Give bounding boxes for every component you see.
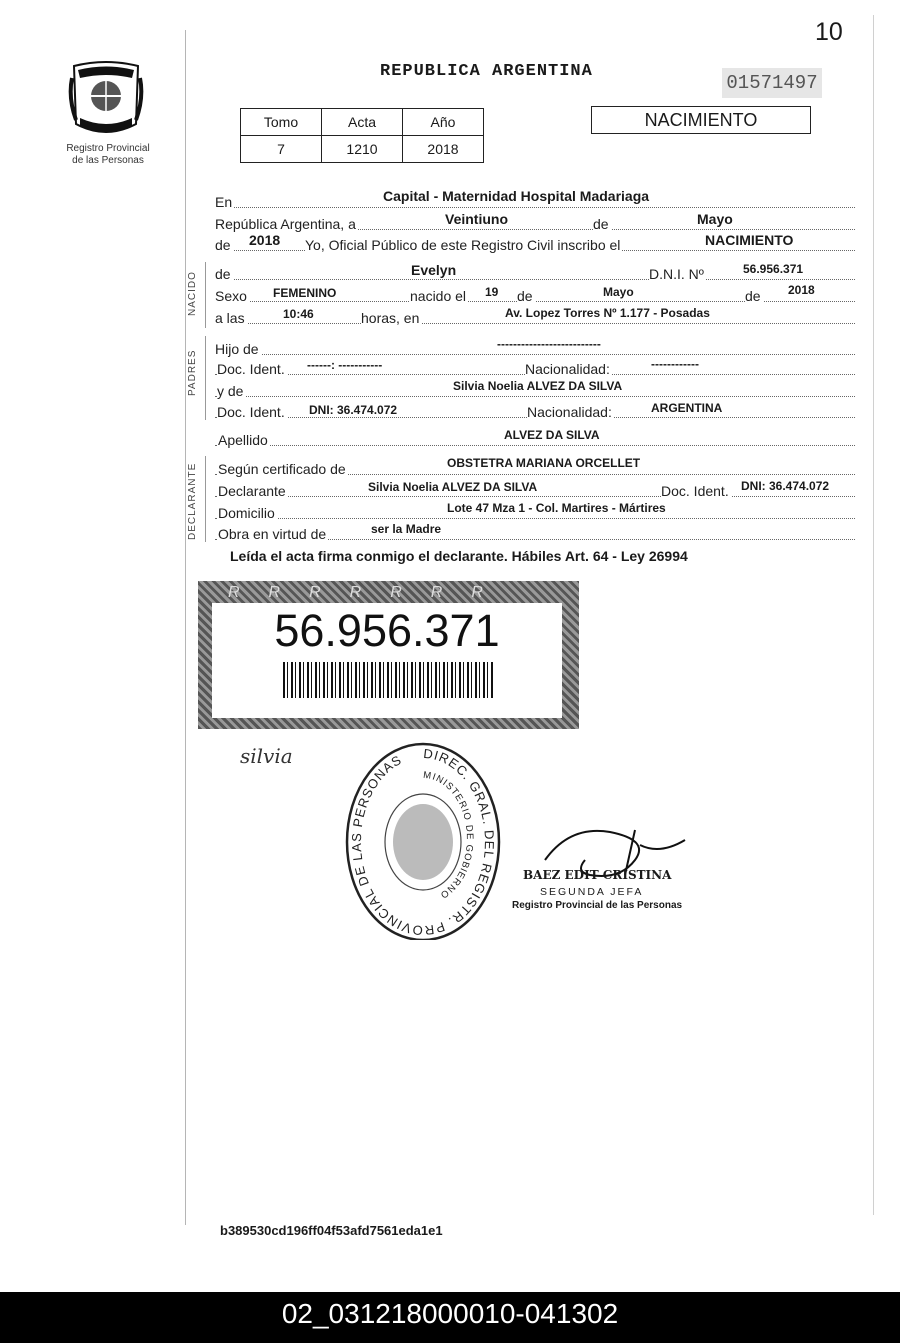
nacido-label: nacido el: [410, 288, 467, 304]
lugar-value: Av. Lopez Torres Nº 1.177 - Posadas: [505, 306, 710, 320]
row-apellido: [215, 428, 855, 448]
apellido-label: Apellido: [218, 432, 268, 448]
official-organization: Registro Provincial de las Personas: [512, 900, 683, 911]
en-value: Capital - Maternidad Hospital Madariaga: [383, 188, 650, 204]
de2-label: de: [215, 237, 231, 253]
domicilio-value: Lote 47 Mza 1 - Col. Martires - Mártires: [447, 501, 666, 515]
row-segun: [215, 457, 855, 477]
horas-en-label: horas, en: [361, 310, 420, 326]
madre-value: Silvia Noelia ALVEZ DA SILVA: [453, 379, 623, 393]
acta-meta-table: [240, 108, 484, 163]
dni-value: 56.956.371: [743, 262, 804, 276]
row-padre-doc: [215, 357, 855, 377]
declarante-value: Silvia Noelia ALVEZ DA SILVA: [368, 480, 538, 494]
nombre-label: de: [215, 266, 231, 282]
padre-nac-value: ------------: [651, 357, 699, 371]
sticker-pattern: RRRRRRR: [228, 584, 512, 601]
hijo-de-label: Hijo de: [215, 341, 259, 357]
nacido-anio: 2018: [788, 283, 815, 297]
section-label-nacido: NACIDO: [187, 271, 198, 316]
row-oficial: [215, 233, 855, 253]
madre-doc-label: Doc. Ident.: [217, 404, 285, 420]
dni-label: D.N.I. Nº: [649, 266, 704, 282]
dni-barcode: [283, 662, 493, 698]
de-label: de: [593, 216, 609, 232]
row-hijo-de: [215, 337, 855, 357]
document-title: REPUBLICA ARGENTINA: [380, 62, 593, 81]
declarante-doc-label: Doc. Ident.: [661, 483, 729, 499]
nombre-value: Evelyn: [411, 262, 457, 278]
seal-text: DIREC. GRAL. DEL REGISTR. PROVINCIAL DE LAS PERSONAS: [348, 745, 498, 939]
row-declarante: [215, 479, 855, 499]
oficial-text: Yo, Oficial Público de este Registro Civil inscribo el: [305, 237, 621, 253]
serial-number: 01571497: [722, 68, 822, 98]
row-republica: [215, 212, 855, 232]
row-madre: [215, 379, 855, 399]
header-acta: Acta: [322, 109, 403, 136]
document-type-box: NACIMIENTO: [591, 106, 811, 134]
declarante-label: Declarante: [218, 483, 286, 499]
apellido-value: ALVEZ DA SILVA: [504, 428, 600, 442]
nacido-de2-label: de: [745, 288, 761, 304]
document-hash: b389530cd196ff04f53afd7561eda1e1: [220, 1223, 443, 1238]
row-nombre: [215, 262, 855, 282]
value-tomo: 7: [241, 136, 322, 163]
right-margin-line: [873, 15, 874, 1215]
nacido-mes: Mayo: [603, 285, 634, 299]
value-anio: 2018: [403, 136, 484, 163]
padre-nacionalidad-label: Nacionalidad:: [525, 361, 610, 377]
row-madre-doc: [215, 400, 855, 420]
padre-doc-label: Doc. Ident.: [217, 361, 285, 377]
segun-value: OBSTETRA MARIANA ORCELLET: [447, 456, 641, 470]
official-seal: [343, 740, 503, 940]
declarante-doc-value: DNI: 36.474.072: [741, 479, 830, 493]
registro-provincial-label: Registro Provincial de las Personas: [66, 143, 150, 166]
official-role: SEGUNDA JEFA: [540, 886, 644, 898]
footer-code-bar: 02_031218000010-041302: [0, 1292, 900, 1343]
seal-inner-text: MINISTERIO DE GOBIERNO: [422, 769, 475, 901]
official-name: BAEZ EDIT CRISTINA: [523, 868, 672, 882]
madre-doc-value: DNI: 36.474.072: [309, 403, 398, 417]
misiones-coat-of-arms-logo: [68, 58, 144, 140]
closing-statement: Leída el acta firma conmigo el declarante. Hábiles Art. 64 - Ley 26994: [230, 548, 688, 564]
nacido-dia: 19: [485, 285, 499, 299]
dia-value: Veintiuno: [445, 211, 508, 227]
row-obra: [215, 522, 855, 542]
row-domicilio: [215, 501, 855, 521]
header-tomo: Tomo: [241, 109, 322, 136]
nacido-section-divider: [205, 262, 206, 328]
republica-label: República Argentina, a: [215, 216, 356, 232]
en-label: En: [215, 194, 233, 210]
madre-nac-value: ARGENTINA: [651, 401, 723, 415]
row-en: [215, 190, 855, 210]
padres-section-divider: [205, 336, 206, 420]
sexo-value: FEMENINO: [273, 286, 337, 300]
section-label-padres: PADRES: [187, 349, 198, 396]
domicilio-label: Domicilio: [218, 505, 275, 521]
obra-label: Obra en virtud de: [218, 526, 327, 542]
handwritten-signature-silvia: silvia: [240, 744, 293, 768]
mes-value: Mayo: [697, 211, 733, 227]
alas-label: a las: [215, 310, 245, 326]
hijo-de-value: --------------------------: [497, 337, 601, 351]
inscripcion-value: NACIMIENTO: [705, 232, 794, 248]
sexo-label: Sexo: [215, 288, 247, 304]
row-sexo: [215, 284, 855, 304]
segun-label: Según certificado de: [218, 461, 346, 477]
section-label-declarante: DECLARANTE: [187, 462, 198, 540]
page-number: 10: [815, 18, 843, 46]
madre-nacionalidad-label: Nacionalidad:: [527, 404, 612, 420]
row-hora: [215, 306, 855, 326]
nacido-de-label: de: [517, 288, 533, 304]
anio-value: 2018: [249, 232, 281, 248]
declarante-section-divider: [205, 456, 206, 542]
obra-value: ser la Madre: [371, 522, 442, 536]
hora-value: 10:46: [283, 307, 314, 321]
header-anio: Año: [403, 109, 484, 136]
left-margin-line: [185, 30, 186, 1225]
dni-sticker-number: 56.956.371: [274, 605, 500, 656]
value-acta: 1210: [322, 136, 403, 163]
padre-doc-value: ------: -----------: [307, 358, 383, 372]
y-de-label: y de: [217, 383, 244, 399]
